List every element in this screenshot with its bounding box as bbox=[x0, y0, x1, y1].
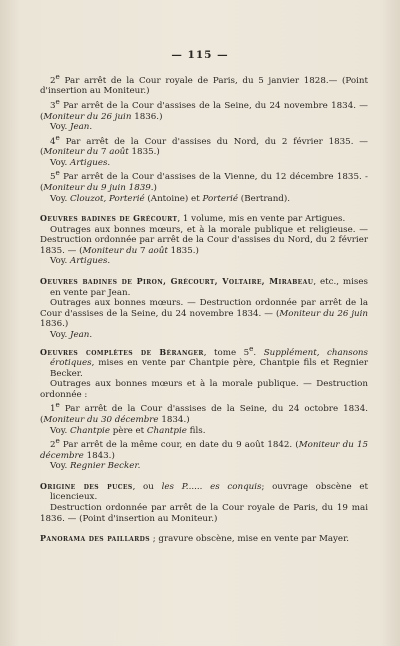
paragraph: Voy. Regnier Becker. bbox=[50, 461, 141, 472]
paragraph: Oeuvres badines de Grécourt, 1 volume, mis en vente par Artigues. bbox=[40, 213, 346, 225]
spacer bbox=[40, 204, 368, 213]
spacer bbox=[40, 267, 368, 276]
paragraph: Voy. Chantpie père et Chantpie fils. bbox=[50, 425, 206, 436]
paragraph: 2e Par arrêt de la Cour royale de Paris, du 5 janvier 1828.— (Point d'insertion au Moniteur.) bbox=[40, 72, 368, 97]
paragraph: Voy. Artigues. bbox=[50, 157, 111, 168]
spacer bbox=[40, 472, 368, 481]
paragraph: Outrages aux bonnes mœurs, et à la morale publique et religieuse. — Destruction ordonnée par arrêt de la Cour d'assises du Nord, du 2 février 1835. — (Moniteur du 7 août 1835.) bbox=[40, 224, 368, 256]
paragraph: Oeuvres complètes de Béranger, tome 5e. Supplément, chansons érotiques, mises en vente par Chantpie père, Chantpie fils et Regnier Becker. bbox=[40, 343, 368, 379]
paragraph: Outrages aux bonnes mœurs. — Destruction ordonnée par arrêt de la Cour d'assises de la Seine, du 24 novembre 1834. — (Moniteur du 26 juin 1836.) bbox=[40, 298, 368, 330]
paragraph: 4e Par arrêt de la Cour d'assises du Nord, du 2 février 1835. — (Moniteur du 7 août 1835.) bbox=[40, 132, 368, 158]
paragraph: 2e Par arrêt de la même cour, en date du 9 août 1842. (Moniteur du 15 décembre 1843.) bbox=[40, 436, 368, 461]
paragraph: Panorama des paillards ; gravure obscène, mise en vente par Mayer. bbox=[40, 533, 350, 545]
paragraph: Voy. Clouzot, Porterié (Antoine) et Porterié (Bertrand). bbox=[50, 193, 291, 204]
page-text bbox=[40, 72, 368, 545]
paragraph: 3e Par arrêt de la Cour d'assises de la Seine, du 24 novembre 1834. — (Moniteur du 26 juin 1836.) bbox=[40, 97, 368, 122]
paragraph: Voy. Jean. bbox=[50, 122, 93, 133]
paragraph: Oeuvres badines de Piron, Grécourt, Voltaire, Mirabeau, etc., mises en vente par Jean. bbox=[40, 276, 368, 298]
paragraph: Destruction ordonnée par arrêt de la Cour royale de Paris, du 19 mai 1836. — (Point d'insertion au Moniteur.) bbox=[40, 503, 368, 524]
paragraph: Outrages aux bonnes mœurs et à la morale publique. — Destruction ordonnée : bbox=[40, 379, 368, 400]
page-number: — 115 — bbox=[171, 49, 229, 61]
spacer bbox=[40, 524, 368, 533]
paragraph: 5e Par arrêt de la Cour d'assises de la Vienne, du 12 décembre 1835. - (Moniteur du 9 juin 1839.) bbox=[40, 168, 368, 193]
paragraph: Voy. Jean. bbox=[50, 330, 93, 341]
paragraph: Voy. Artigues. bbox=[50, 256, 111, 267]
paragraph: 1e Par arrêt de la Cour d'assises de la Seine, du 24 octobre 1834. (Moniteur du 30 décembre 1834.) bbox=[40, 400, 368, 425]
paragraph: Origine des puces, ou les P...... es conquis; ouvrage obscène et licencieux. bbox=[40, 480, 369, 503]
